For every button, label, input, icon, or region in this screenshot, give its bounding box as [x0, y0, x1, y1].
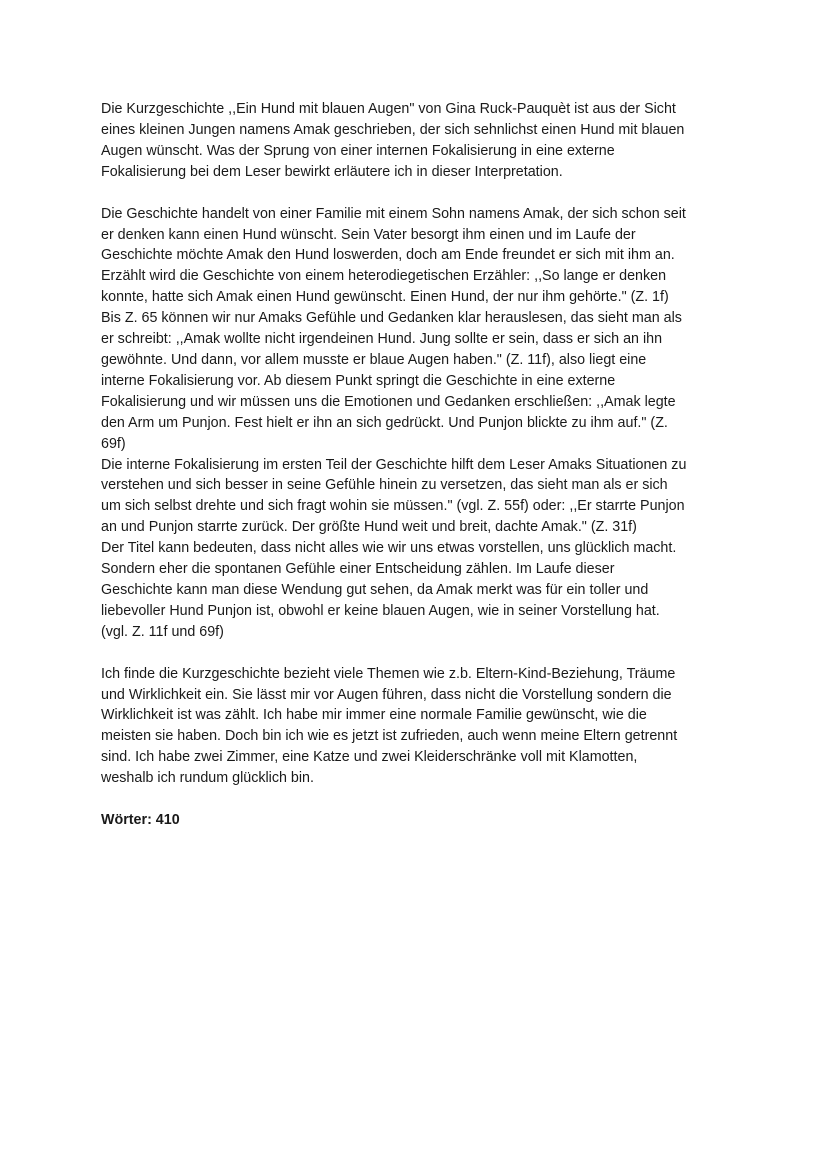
text-line: interne Fokalisierung vor. Ab diesem Punkt springt die Geschichte in eine externe — [101, 372, 616, 389]
text-line: an und Punjon starrte zurück. Der größte Hund weit und breit, dachte Amak." (Z. 31f) — [101, 519, 637, 536]
conclusion-paragraph — [101, 664, 741, 789]
text-line: Erzählt wird die Geschichte von einem heterodiegetischen Erzähler: ,,So lange er denken — [101, 268, 667, 285]
text-line: er denken kann einen Hund wünscht. Sein Vater besorgt ihm einen und im Laufe der — [101, 226, 636, 243]
intro-paragraph — [101, 99, 741, 183]
text-line: Die Kurzgeschichte ,,Ein Hund mit blauen Augen" von Gina Ruck-Pauquèt ist aus der Sicht — [101, 101, 676, 117]
text-line: (vgl. Z. 11f und 69f) — [101, 623, 224, 640]
text-line: verstehen und sich besser in seine Gefühle hinein zu versetzen, das sieht man als er sich — [101, 477, 668, 494]
text-line: Fokalisierung bei dem Leser bewirkt erläutere ich in dieser Interpretation. — [101, 163, 563, 180]
text-line: meisten sie haben. Doch bin ich wie es jetzt ist zufrieden, auch wenn meine Eltern getrennt — [101, 728, 678, 745]
text-line: sind. Ich habe zwei Zimmer, eine Katze und zwei Kleiderschränke voll mit Klamotten, — [101, 749, 638, 766]
text-line: Geschichte kann man diese Wendung gut sehen, da Amak merkt was für ein toller und — [101, 581, 649, 598]
text-line: um sich selbst drehte und sich fragt wohin sie müssen." (vgl. Z. 55f) oder: ,,Er starrte Punjon — [101, 498, 685, 515]
word-count: Wörter: 410 — [101, 812, 180, 829]
main-paragraph — [101, 204, 741, 643]
text-line: den Arm um Punjon. Fest hielt er ihn an sich gedrückt. Und Punjon blickte zu ihm auf." (Z. — [101, 414, 668, 431]
text-line: Geschichte möchte Amak den Hund loswerden, doch am Ende freundet er sich mit ihm an. — [101, 247, 675, 264]
text-line: 69f) — [101, 435, 126, 452]
text-line: gewöhnte. Und dann, vor allem musste er blaue Augen haben." (Z. 11f), also liegt eine — [101, 351, 647, 368]
text-line: Fokalisierung und wir müssen uns die Emotionen und Gedanken erschließen: ,,Amak legte — [101, 393, 676, 410]
text-line: Bis Z. 65 können wir nur Amaks Gefühle und Gedanken klar herauslesen, das sieht man als — [101, 310, 682, 327]
document-body — [101, 99, 741, 852]
text-line: eines kleinen Jungen namens Amak geschrieben, der sich sehnlichst einen Hund mit blauen — [101, 121, 685, 138]
text-line: liebevoller Hund Punjon ist, obwohl er keine blauen Augen, wie in seiner Vorstellung hat. — [101, 602, 660, 619]
text-line: Die interne Fokalisierung im ersten Teil der Geschichte hilft dem Leser Amaks Situationen zu — [101, 456, 687, 473]
text-line: Die Geschichte handelt von einer Familie mit einem Sohn namens Amak, der sich schon seit — [101, 205, 686, 222]
text-line: Der Titel kann bedeuten, dass nicht alles wie wir uns etwas vorstellen, uns glücklich macht. — [101, 540, 677, 557]
text-line: er schreibt: ,,Amak wollte nicht irgendeinen Hund. Jung sollte er sein, dass er sich an ihn — [101, 331, 663, 348]
text-line: und Wirklichkeit ein. Sie lässt mir vor Augen führen, dass nicht die Vorstellung sondern die — [101, 686, 672, 703]
text-line: weshalb ich rundum glücklich bin. — [101, 770, 314, 787]
text-line: Wirklichkeit ist was zählt. Ich habe mir immer eine normale Familie gewünscht, wie die — [101, 707, 647, 724]
text-line: Ich finde die Kurzgeschichte bezieht viele Themen wie z.b. Eltern-Kind-Beziehung, Träume — [101, 665, 676, 682]
text-line: Augen wünscht. Was der Sprung von einer internen Fokalisierung in eine externe — [101, 142, 615, 159]
text-line: konnte, hatte sich Amak einen Hund gewünscht. Einen Hund, der nur ihm gehörte." (Z. 1f) — [101, 289, 669, 306]
text-line: Sondern eher die spontanen Gefühle einer Entscheidung zählen. Im Laufe dieser — [101, 561, 615, 578]
